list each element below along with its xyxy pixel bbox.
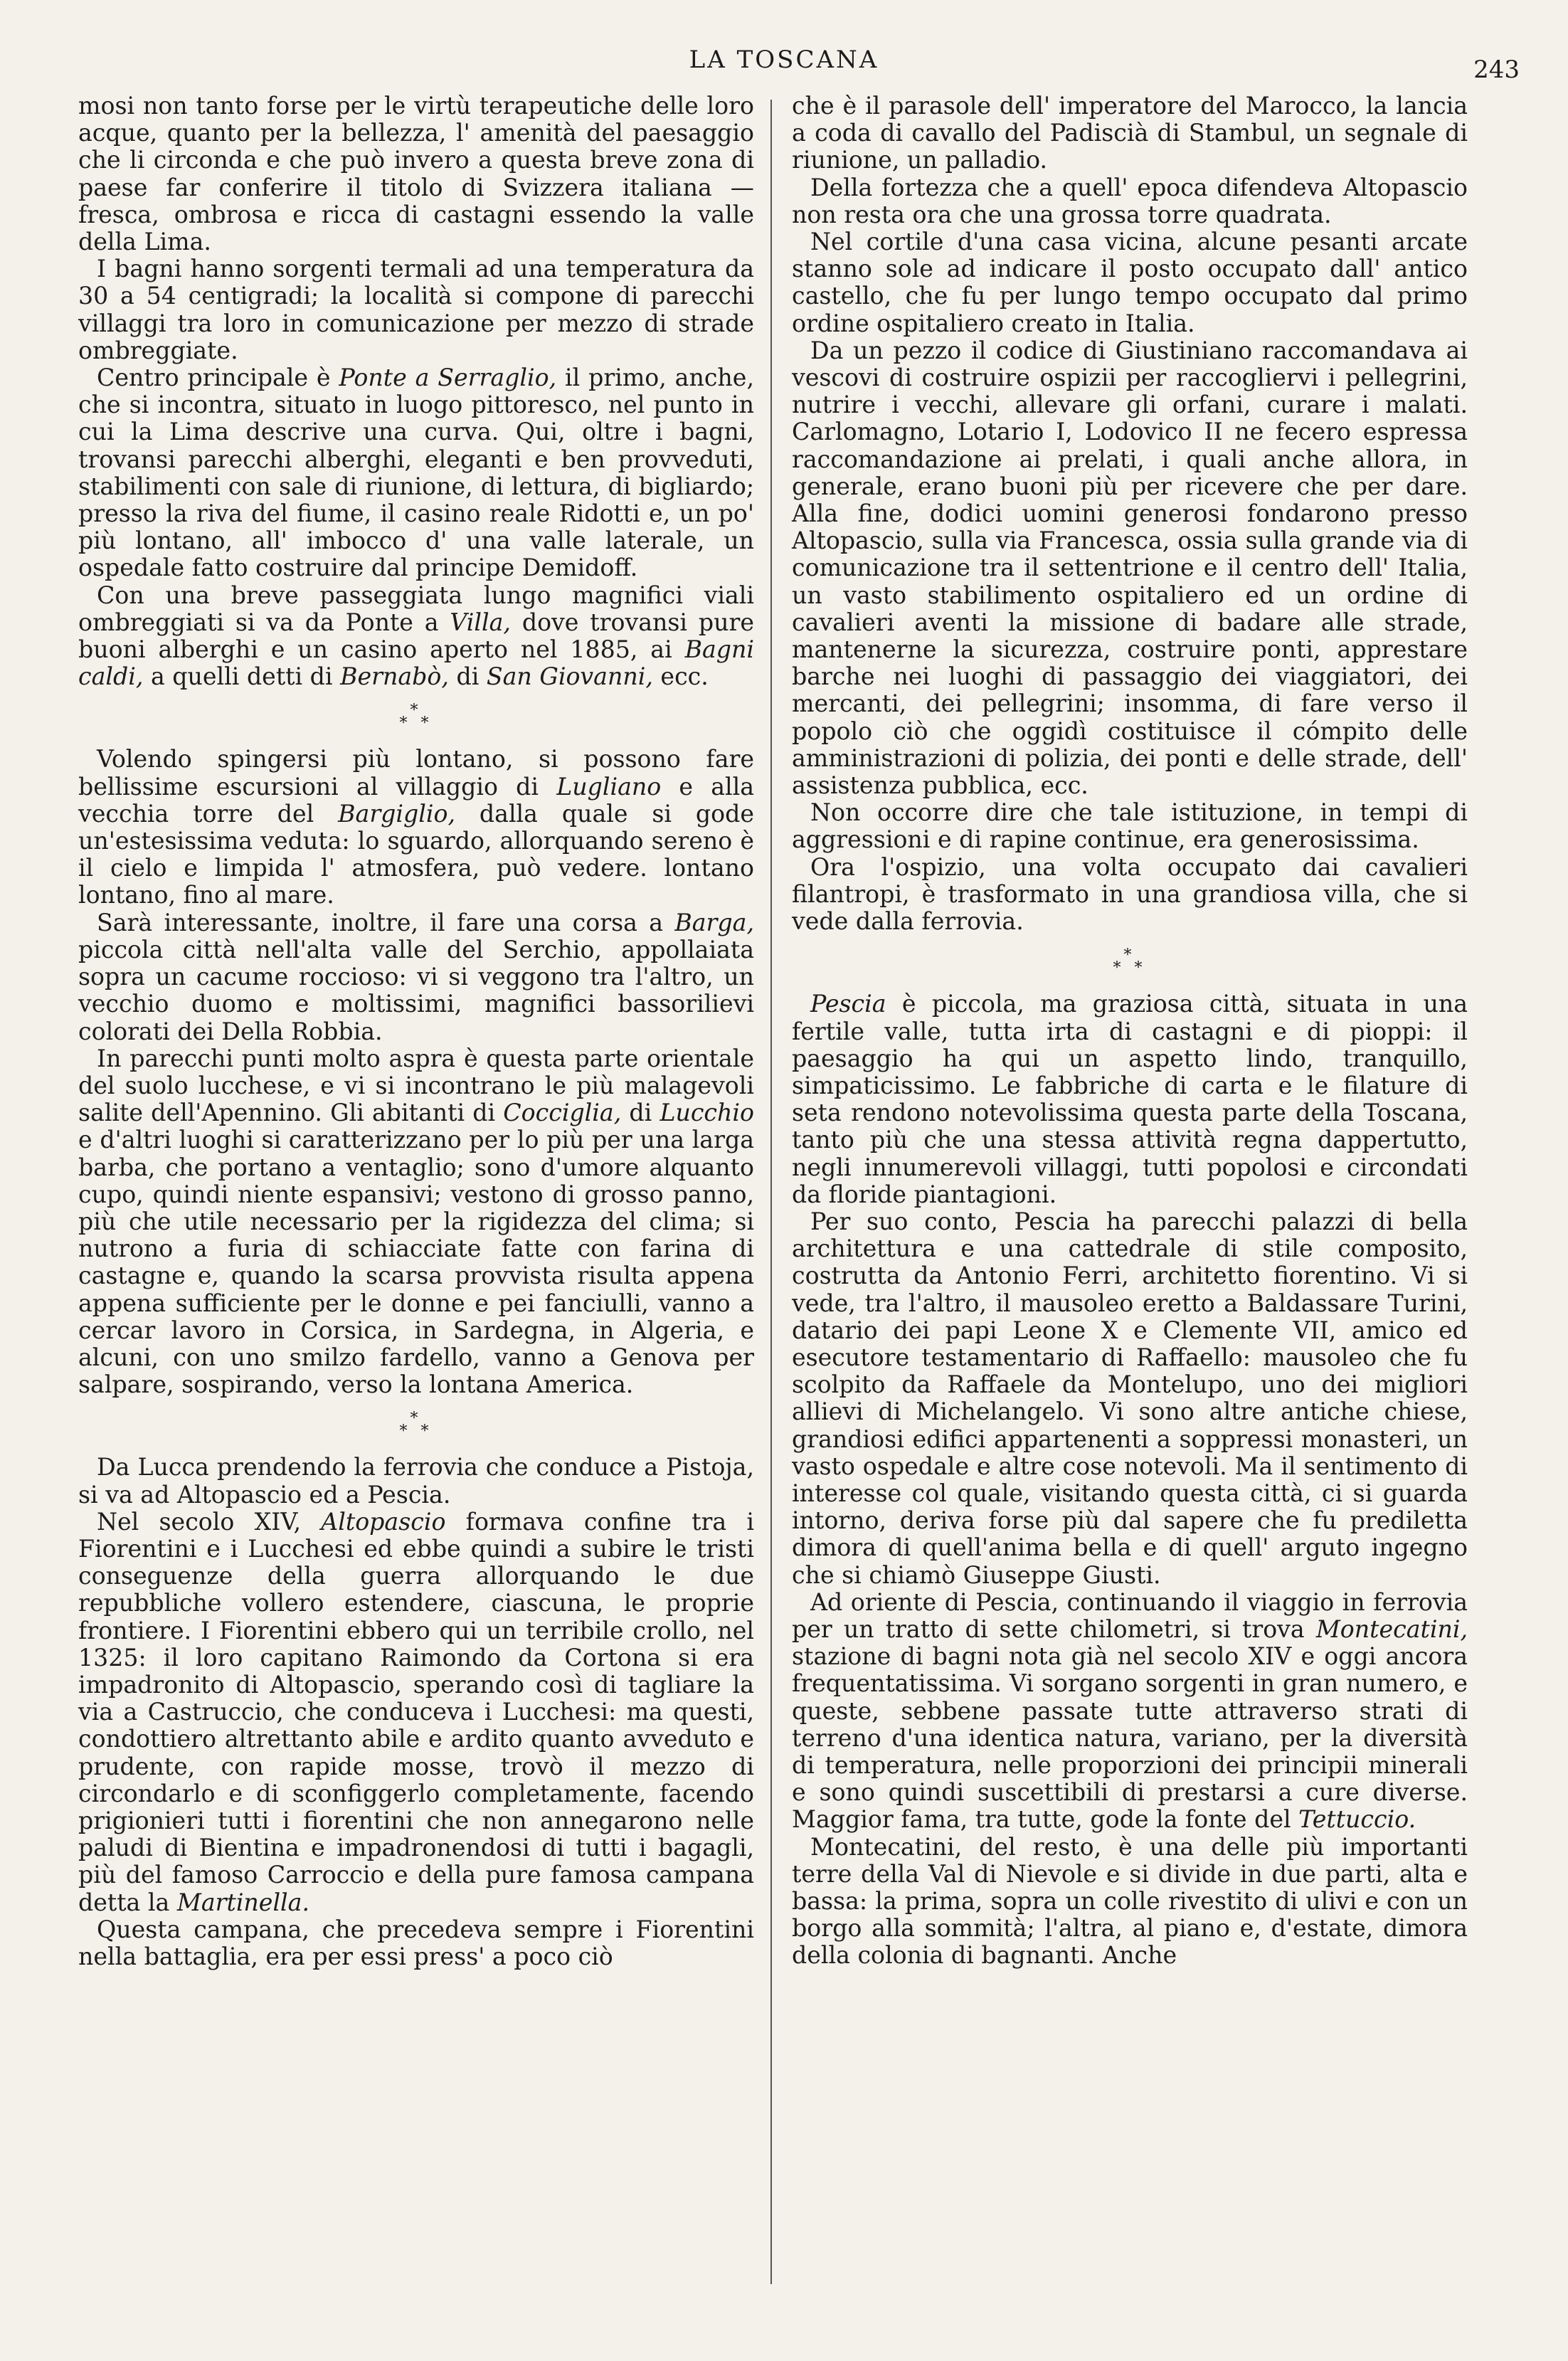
paragraph: Della fortezza che a quell' epoca difendeva Altopascio non resta ora che una grossa torre quadrata. xyxy=(792,173,1468,228)
paragraph: Volendo spingersi più lontano, si possono fare bellissime escursioni al villaggio di Lugliano e alla vecchia torre del Bargiglio, dalla quale si gode un'estesissima veduta: lo sguardo, allorquando sereno è il cielo e limpida l' atmosfera, può vedere. lontano lontano, fino al mare. xyxy=(78,745,754,909)
page-number: 243 xyxy=(1473,56,1520,84)
left-column xyxy=(78,93,754,1970)
paragraph: Nel cortile d'una casa vicina, alcune pesanti arcate stanno sole ad indicare il posto occupato dall' antico castello, che fu per lungo tempo occupato dal primo ordine ospitaliero creato in Italia. xyxy=(792,228,1468,337)
paragraph: Ora l'ospizio, una volta occupato dai cavalieri filantropi, è trasformato in una grandiosa villa, che si vede dalla ferrovia. xyxy=(792,852,1468,936)
paragraph: Questa campana, che precedeva sempre i Fiorentini nella battaglia, era per essi press' a poco ciò xyxy=(78,1915,754,1970)
paragraph: Montecatini, del resto, è una delle più importanti terre della Val di Nievole e si divide in due parti, alta e bassa: la prima, sopra un colle rivestito di ulivi e con un borgo alla sommità; l'altra, al piano e, d'estate, dimora della colonia di bagnanti. Anche xyxy=(792,1832,1468,1970)
paragraph: Non occorre dire che tale istituzione, in tempi di aggressioni e di rapine continue, era generosissima. xyxy=(792,798,1468,854)
paragraph: che è il parasole dell' imperatore del Marocco, la lancia a coda di cavallo del Padiscià di Stambul, un segnale di riunione, un palladio. xyxy=(792,92,1468,174)
paragraph: Pescia è piccola, ma graziosa città, situata in una fertile valle, tutta irta di castagni e di pioppi: il paesaggio ha qui un aspetto lindo, tranquillo, simpaticissimo. Le fabbriche di carta e le filature di seta rendono notevolissima questa parte della Toscana, tanto più che una stessa attività regna dappertutto, negli innumerevoli villaggi, tutti popolosi e circondati da floride piantagioni. xyxy=(792,990,1468,1208)
paragraph: Sarà interessante, inoltre, il fare una corsa a Barga, piccola città nell'alta valle del Serchio, appollaiata sopra un cacume roccioso: vi si veggono tra l'altro, un vecchio duomo e moltissimi, magnifici bassorilievi colorati dei Della Robbia. xyxy=(78,908,754,1045)
running-title: LA TOSCANA xyxy=(689,46,879,74)
section-separator: * * * xyxy=(1113,946,1147,978)
paragraph: Per suo conto, Pescia ha parecchi palazzi di bella architettura e una cattedrale di stile composito, costrutta da Antonio Ferri, architetto fiorentino. Vi si vede, tra l'altro, il mausoleo eretto a Baldassare Turini, datario dei papi Leone X e Clemente VII, amico ed esecutore testamentario di Raffaello: mausoleo che fu scolpito da Raffaele da Montelupo, uno dei migliori allievi di Michelangelo. Vi sono altre antiche chiese, grandiosi edifici appartenenti a soppressi monasteri, un vasto ospedale e altre cose notevoli. Ma il sentimento di interesse col quale, visitando questa città, ci si guarda intorno, deriva forse più dal sapere che fu prediletta dimora di quell'anima bella e di quell' arguto ingegno che si chiamò Giuseppe Giusti. xyxy=(792,1207,1468,1589)
paragraph: Da Lucca prendendo la ferrovia che conduce a Pistoja, si va ad Altopascio ed a Pescia. xyxy=(78,1453,754,1509)
paragraph: Centro principale è Ponte a Serraglio, il primo, anche, che si incontra, situato in luogo pittoresco, nel punto in cui la Lima descrive una curva. Qui, oltre i bagni, trovansi parecchi alberghi, eleganti e ben provveduti, stabilimenti con sale di riunione, di lettura, di bigliardo; presso la riva del fiume, il casino reale Ridotti e, un po' più lontano, all' imbocco d' una valle laterale, un ospedale fatto costruire dal principe Demidoff. xyxy=(78,364,754,582)
section-separator: * * * xyxy=(399,1410,433,1441)
section-separator: * * * xyxy=(399,702,433,733)
paragraph: Con una breve passeggiata lungo magnifici viali ombreggiati si va da Ponte a Villa, dove trovansi pure buoni alberghi e un casino aperto nel 1885, ai Bagni caldi, a quelli detti di Bernabò, di San Giovanni, ecc. xyxy=(78,581,754,691)
right-column xyxy=(792,93,1468,1970)
paragraph: I bagni hanno sorgenti termali ad una temperatura da 30 a 54 centigradi; la località si compone di parecchi villaggi tra loro in comunicazione per mezzo di strade ombreggiate. xyxy=(78,255,754,364)
paragraph: Ad oriente di Pescia, continuando il viaggio in ferrovia per un tratto di sette chilometri, si trova Montecatini, stazione di bagni nota già nel secolo XIV e oggi ancora frequentatissima. Vi sorgano sorgenti in gran numero, e queste, sebbene passate tutte attraverso strati di terreno d'una identica natura, variano, per la diversità di temperatura, nelle proporzioni dei principii minerali e sono quindi suscettibili di prestarsi a cure diverse. Maggior fama, tra tutte, gode la fonte del Tettuccio. xyxy=(792,1588,1468,1834)
paragraph: mosi non tanto forse per le virtù terapeutiche delle loro acque, quanto per la bellezza, l' amenità del paesaggio che li circonda e che può invero a questa breve zona di paese far conferire il titolo di Svizzera italiana — fresca, ombrosa e ricca di castagni essendo la valle della Lima. xyxy=(78,92,754,256)
paragraph: Da un pezzo il codice di Giustiniano raccomandava ai vescovi di costruire ospizii per raccogliervi i pellegrini, nutrire i vecchi, allevare gli orfani, curare i malati. Carlomagno, Lotario I, Lodovico II ne fecero espressa raccomandazione ai prelati, i quali anche allora, in generale, erano buoni più per ricevere che per dare. Alla fine, dodici uomini generosi fondarono presso Altopascio, sulla via Francesca, ossia sulla grande via di comunicazione tra il settentrione e il centro dell' Italia, un vasto stabilimento ospitaliero ed un ordine di cavalieri aventi la missione di badare alle strade, mantenerne la sicurezza, costruire ponti, apprestare barche nei luoghi di passaggio dei viaggiatori, dei mercanti, dei pellegrini; insomma, di fare verso il popolo ciò che oggidì costituisce il cómpito delle amministrazioni di polizia, dei ponti e delle strade, dell' assistenza pubblica, ecc. xyxy=(792,336,1468,800)
paragraph: Nel secolo XIV, Altopascio formava confine tra i Fiorentini e i Lucchesi ed ebbe quindi a subire le tristi conseguenze della guerra allorquando le due repubbliche vollero estendere, ciascuna, le proprie frontiere. I Fiorentini ebbero qui un terribile crollo, nel 1325: il loro capitano Raimondo da Cortona si era impadronito di Altopascio, sperando così di tagliare la via a Castruccio, che conduceva i Lucchesi: ma questi, condottiero altrettanto abile e ardito quanto avveduto e prudente, con rapide mosse, trovò il mezzo di circondarlo e di sconfiggerlo completamente, facendo prigionieri tutti i fiorentini che non annegarono nelle paludi di Bientina e impadronendosi di tutti i bagagli, più del famoso Carroccio e della pure famosa campana detta la Martinella. xyxy=(78,1507,754,1916)
paragraph: In parecchi punti molto aspra è questa parte orientale del suolo lucchese, e vi si incontrano le più malagevoli salite dell'Apennino. Gli abitanti di Coccigliа, di Lucchio e d'altri luoghi si caratterizzano per lo più per una larga barba, che portano a ventaglio; sono d'umore alquanto cupo, quindi niente espansivi; vestono di grosso panno, più che utile necessario per la rigidezza del clima; si nutrono a furia di schiacciate fatte con farina di castagne e, quando la scarsa provvista risulta appena appena sufficiente per le donne e pei fanciulli, vanno a cercar lavoro in Corsica, in Sardegna, in Algeria, e alcuni, con uno smilzo fardello, vanno a Genova per salpare, sospirando, verso la lontana America. xyxy=(78,1044,754,1399)
column-divider xyxy=(770,100,772,2284)
page-header xyxy=(0,46,1568,88)
